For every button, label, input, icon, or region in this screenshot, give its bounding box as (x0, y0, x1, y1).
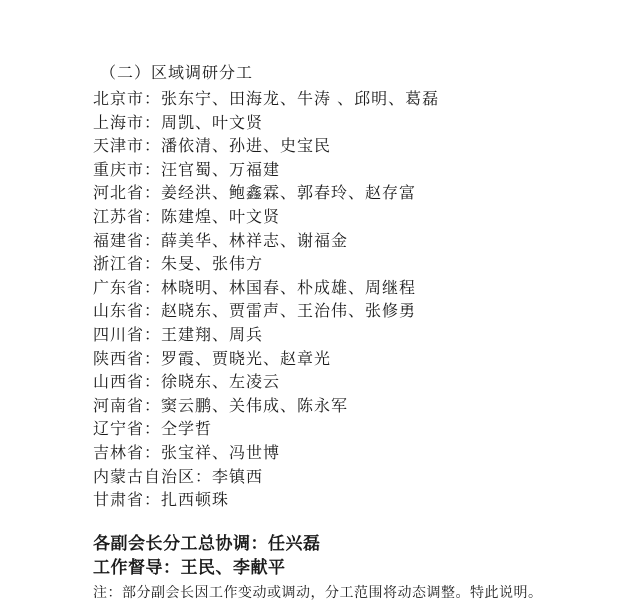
member-names: 林晓明、林国春、朴成雄、周继程 (161, 277, 417, 297)
region-name: 甘肃省 (93, 490, 145, 510)
assignment-row-shandong (93, 299, 439, 323)
member-names: 潘依清、孙进、史宝民 (161, 136, 332, 156)
region-name: 广东省 (93, 277, 145, 297)
assignment-row-chongqing (93, 158, 439, 182)
footnote: 注：部分副会长因工作变动或调动，分工范围将动态调整。特此说明。 (93, 585, 543, 601)
separator: ： (144, 159, 162, 179)
member-names: 张东宁、田海龙、牛涛 、邱明、葛磊 (161, 89, 440, 108)
assignment-row-beijing (93, 87, 439, 111)
region-name: 浙江省 (93, 254, 145, 274)
region-name: 北京市 (93, 89, 145, 108)
separator: ： (144, 372, 162, 392)
member-names: 罗霞、贾晓光、赵章光 (161, 348, 332, 368)
assignment-row-liaoning (93, 417, 439, 441)
assignment-row-shanxi (93, 370, 439, 394)
assignment-row-shanghai (93, 111, 439, 135)
separator: ： (144, 112, 162, 132)
assignment-row-hebei (93, 181, 439, 205)
assignment-row-inner-mongolia (93, 465, 439, 489)
member-names: 周凯、叶文贤 (161, 112, 264, 132)
assignment-row-gansu (93, 488, 439, 512)
region-name: 河南省 (93, 395, 145, 415)
region-name: 上海市 (93, 112, 145, 132)
separator: ： (144, 348, 162, 368)
separator: ： (195, 466, 213, 486)
separator: ： (144, 89, 162, 108)
member-names: 张宝祥、冯世博 (161, 442, 281, 462)
region-name: 河北省 (93, 183, 145, 203)
assignment-row-henan (93, 394, 439, 418)
separator: ： (144, 183, 162, 203)
member-names: 仝学哲 (161, 419, 213, 439)
separator: ： (144, 324, 162, 344)
assignment-row-sichuan (93, 323, 439, 347)
region-assignment-list (93, 87, 439, 512)
member-names: 薛美华、林祥志、谢福金 (161, 230, 349, 250)
region-name: 天津市 (93, 136, 145, 156)
member-names: 姜经洪、鲍鑫霖、郭春玲、赵存富 (161, 183, 417, 203)
region-name: 江苏省 (93, 206, 145, 226)
assignment-row-fujian (93, 229, 439, 253)
region-name: 重庆市 (93, 159, 145, 179)
member-names: 陈建煌、叶文贤 (161, 206, 281, 226)
assignment-row-jiangsu (93, 205, 439, 229)
assignment-row-guangdong (93, 276, 439, 300)
assignment-row-shaanxi (93, 347, 439, 371)
member-names: 汪官蜀、万福建 (161, 159, 281, 179)
separator: ： (144, 301, 162, 321)
separator: ： (144, 254, 162, 274)
region-name: 吉林省 (93, 442, 145, 462)
region-name: 辽宁省 (93, 419, 145, 439)
member-names: 徐晓东、左凌云 (161, 372, 281, 392)
member-names: 李镇西 (212, 466, 264, 486)
region-name: 四川省 (93, 324, 145, 344)
region-name: 福建省 (93, 230, 145, 250)
assignment-row-zhejiang (93, 252, 439, 276)
separator: ： (144, 395, 162, 415)
separator: ： (144, 419, 162, 439)
separator: ： (144, 230, 162, 250)
region-name: 内蒙古自治区 (93, 466, 196, 486)
region-name: 陕西省 (93, 348, 145, 368)
region-name: 山西省 (93, 372, 145, 392)
assignment-row-tianjin (93, 134, 439, 158)
separator: ： (144, 206, 162, 226)
member-names: 赵晓东、贾雷声、王治伟、张修勇 (161, 301, 417, 321)
work-supervision-line: 工作督导：王民、李献平 (93, 558, 286, 578)
separator: ： (144, 442, 162, 462)
overall-coordination-line: 各副会长分工总协调：任兴磊 (93, 534, 321, 554)
region-name: 山东省 (93, 301, 145, 321)
member-names: 王建翔、周兵 (161, 324, 264, 344)
separator: ： (144, 277, 162, 297)
member-names: 朱旻、张伟方 (161, 254, 264, 274)
member-names: 扎西顿珠 (161, 490, 230, 510)
assignment-row-jilin (93, 441, 439, 465)
separator: ： (144, 136, 162, 156)
member-names: 窦云鹏、关伟成、陈永军 (161, 395, 349, 415)
section-title: （二）区域调研分工 (100, 63, 254, 82)
separator: ： (144, 490, 162, 510)
